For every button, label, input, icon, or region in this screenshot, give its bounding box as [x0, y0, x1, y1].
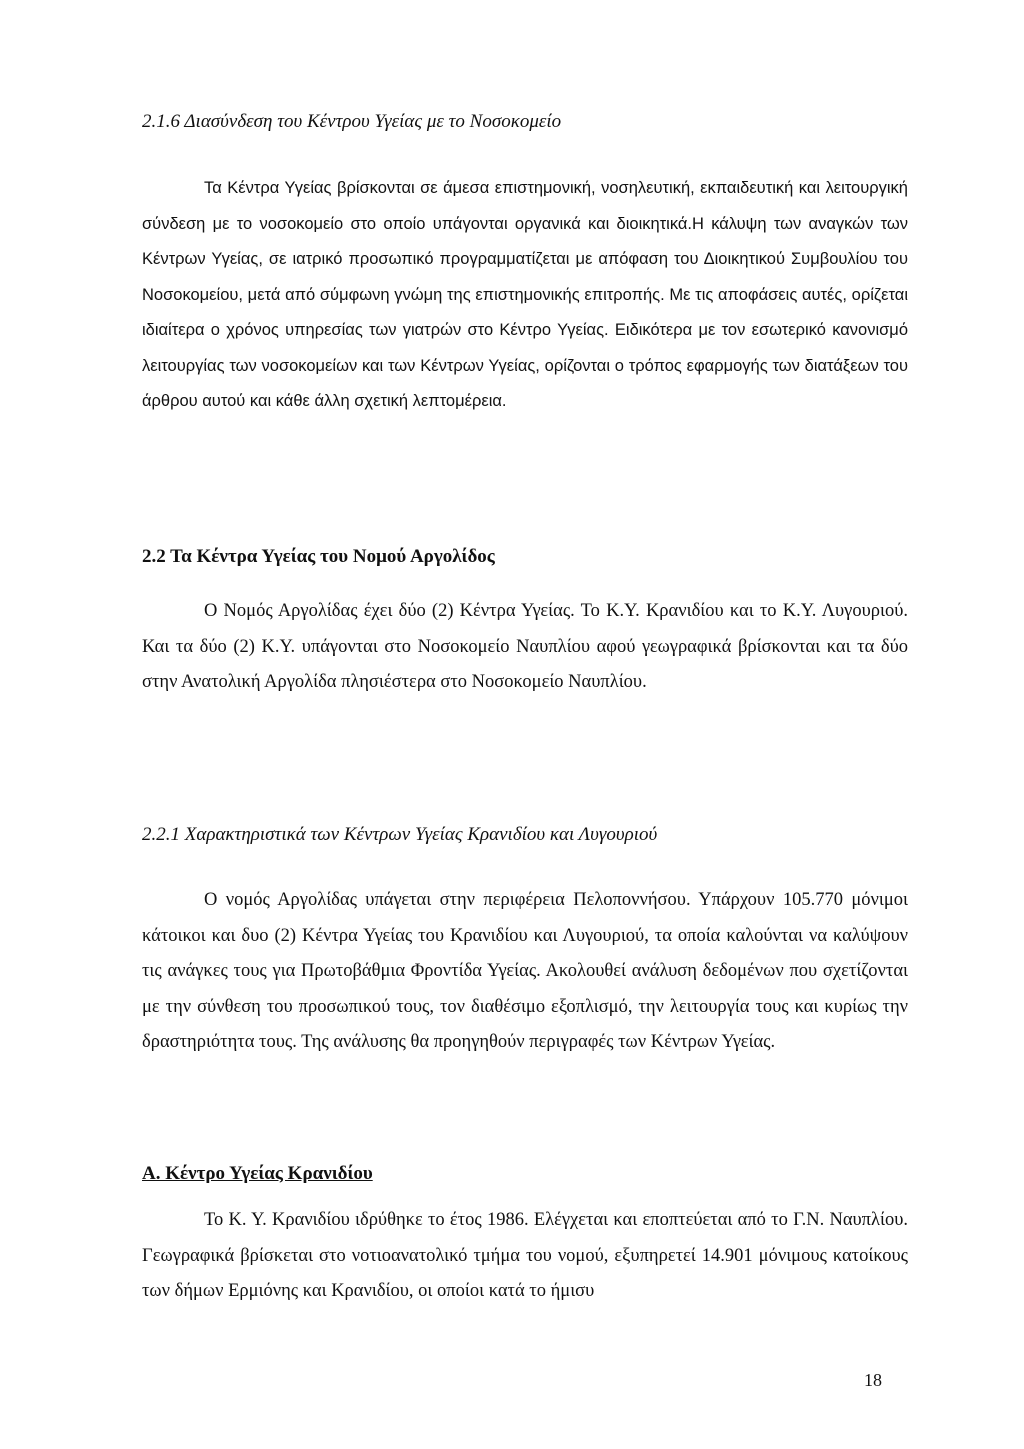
section-heading-2-2: 2.2 Τα Κέντρα Υγείας του Νομού Αργολίδος [142, 546, 495, 567]
section-heading-a: Α. Κέντρο Υγείας Κρανιδίου [142, 1163, 373, 1184]
paragraph-2-2-1: Ο νομός Αργολίδας υπάγεται στην περιφέρεια Πελοποννήσου. Υπάρχουν 105.770 μόνιμοι κάτοικοι και δυο (2) Κέντρα Υγείας του Κρανιδίου και Λυγουριού, τα οποία καλούνται να καλύψουν τις ανάγκες τους για Πρωτοβάθμια Φροντίδα Υγείας. Ακολουθεί ανάλυση δεδομένων που σχετίζονται με την σύνθεση του προσωπικού τους, τον διαθέσιμο εξοπλισμό, την λειτουργία τους και κυρίως την δραστηριότητα τους. Της ανάλυσης θα προηγηθούν περιγραφές των Κέντρων Υγείας. [142, 890, 908, 1052]
page-number: 18 [864, 1370, 882, 1390]
paragraph-2-2: Ο Νομός Αργολίδας έχει δύο (2) Κέντρα Υγείας. Το Κ.Υ. Κρανιδίου και το Κ.Υ. Λυγουριού. Και τα δύο (2) Κ.Υ. υπάγονται στο Νοσοκομείο Ναυπλίου αφού γεωγραφικά βρίσκονται και τα δύο στην Ανατολική Αργολίδα πλησιέστερα στο Νοσοκομείο Ναυπλίου. [142, 601, 908, 692]
paragraph-2-1-6: Τα Κέντρα Υγείας βρίσκονται σε άμεσα επιστημονική, νοσηλευτική, εκπαιδευτική και λειτουργική σύνδεση με το νοσοκομείο στο οποίο υπάγονται οργανικά και διοικητικά.Η κάλυψη των αναγκών των Κέντρων Υγείας, σε ιατρικό προσωπικό προγραμματίζεται με απόφαση του Διοικητικού Συμβουλίου του Νοσοκομείου, μετά από σύμφωνη γνώμη της επιστημονικής επιτροπής. Με τις αποφάσεις αυτές, ορίζεται ιδιαίτερα ο χρόνος υπηρεσίας των γιατρών στο Κέντρο Υγείας. Ειδικότερα με τον εσωτερικό κανονισμό λειτουργίας των νοσοκομείων και των Κέντρων Υγείας, ορίζονται ο τρόπος εφαρμογής των διατάξεων του άρθρου αυτού και κάθε άλλη σχετική λεπτομέρεια. [142, 179, 908, 410]
section-heading-2-2-1: 2.2.1 Χαρακτηριστικά των Κέντρων Υγείας Κρανιδίου και Λυγουριού [142, 824, 658, 845]
section-heading-2-1-6: 2.1.6 Διασύνδεση του Κέντρου Υγείας με το Νοσοκομείο [142, 111, 562, 132]
paragraph-a: Το Κ. Υ. Κρανιδίου ιδρύθηκε το έτος 1986. Ελέγχεται και εποπτεύεται από το Γ.Ν. Ναυπλίου. Γεωγραφικά βρίσκεται στο νοτιοανατολικό τμήμα του νομού, εξυπηρετεί 14.901 μόνιμους κατοίκους των δήμων Ερμιόνης και Κρανιδίου, οι οποίοι κατά το ήμισυ [142, 1210, 908, 1301]
